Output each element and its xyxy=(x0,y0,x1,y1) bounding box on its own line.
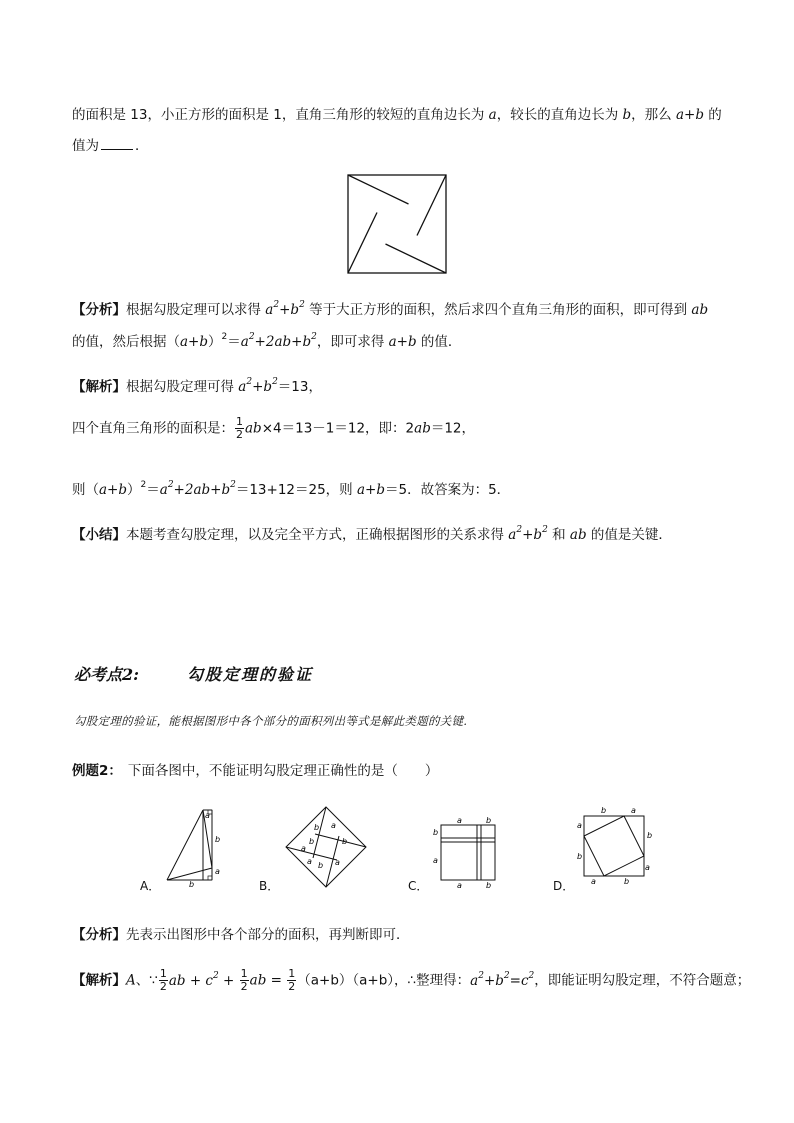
expr-a2-b2: $a^2+b^2$ xyxy=(238,377,278,395)
solution-1-line-2 xyxy=(72,416,475,441)
expr-expansion: $a^2+2ab+b^2$ xyxy=(159,480,236,498)
question-text: 下面各图中，不能证明勾股定理正确性的是（ ） xyxy=(127,763,439,779)
text: ． xyxy=(135,138,149,154)
svg-text:b: b xyxy=(647,831,653,840)
example-2-question xyxy=(72,759,438,779)
option-b-label: B． xyxy=(259,879,280,893)
text: 的值，然后根据（ xyxy=(72,334,180,350)
var-a: a xyxy=(488,107,497,123)
option-d-label: D． xyxy=(553,879,575,893)
text: ，那么 xyxy=(631,107,676,123)
analysis-tag: 【分析】 xyxy=(72,302,126,318)
svg-text:a: a xyxy=(591,877,596,886)
section-2-title: 勾股定理的验证 xyxy=(187,665,314,684)
text: ，较长的直角边长为 xyxy=(496,107,623,123)
expr-ab: ab xyxy=(245,420,262,437)
denominator: 2 xyxy=(159,980,167,993)
svg-text:a: a xyxy=(215,867,220,876)
text: ＝13， xyxy=(277,379,322,395)
solution-1-line-1 xyxy=(72,375,322,395)
svg-text:b: b xyxy=(624,877,630,886)
svg-text:b: b xyxy=(577,852,583,861)
svg-text:a: a xyxy=(301,844,306,853)
text: 的 xyxy=(703,107,722,123)
answer-blank xyxy=(101,137,133,150)
fraction-half xyxy=(159,968,168,993)
solution-1-line-3: 则$(a+b)^2=a^2+2ab+b^2=13+12=25$，则 a+b＝5．故答案为：5． xyxy=(72,480,511,498)
svg-text:b: b xyxy=(215,835,221,844)
expr-ab: ab xyxy=(691,302,709,318)
text: 根据勾股定理可以求得 xyxy=(126,302,266,318)
text: 本题考查勾股定理，以及完全平方式，正确根据图形的关系求得 xyxy=(126,527,509,543)
fraction-half xyxy=(240,968,249,993)
text: ＝ xyxy=(227,334,241,350)
text: ＝5．故答案为：5． xyxy=(384,482,511,498)
summary-1 xyxy=(72,523,672,543)
svg-text:a: a xyxy=(631,806,636,815)
analysis-1-line-2: 的值，然后根据$(a+b)^2=a^2+2ab+b^2$，即可求得 a+b 的值． xyxy=(72,332,462,350)
text: ） xyxy=(127,482,141,498)
example-tag: 例题2： xyxy=(72,763,122,779)
fraction-half xyxy=(287,968,296,993)
svg-text:b: b xyxy=(309,837,315,846)
analysis-1-line-1 xyxy=(72,298,708,318)
svg-text:b: b xyxy=(433,828,439,837)
svg-text:a: a xyxy=(331,821,336,830)
svg-text:b: b xyxy=(486,881,492,890)
expr-a-plus-b: a+b xyxy=(356,482,385,498)
svg-text:b: b xyxy=(318,861,324,870)
figure-a-trapezoid xyxy=(165,808,227,888)
numerator: 1 xyxy=(236,415,243,428)
numerator: 1 xyxy=(288,967,296,980)
expr-ab: ab = xyxy=(249,972,287,989)
text: 根据勾股定理可得 xyxy=(126,379,239,395)
text: ） xyxy=(208,334,222,350)
var-b: b xyxy=(622,107,632,123)
svg-text:b: b xyxy=(486,816,492,825)
analysis-2 xyxy=(72,923,410,943)
svg-text:a: a xyxy=(577,821,582,830)
figure-b-diamond xyxy=(285,806,367,888)
solution-2-line xyxy=(72,968,750,993)
pinwheel-square-figure xyxy=(347,174,447,274)
text: 的值是关键． xyxy=(586,527,672,543)
expr-ab: ab xyxy=(569,527,587,543)
expr-a2-b2: $a^2+b^2$ xyxy=(265,300,305,318)
text: 等于大正方形的面积，然后求四个直角三角形的面积，即可得到 xyxy=(304,302,692,318)
expr-ab: ab xyxy=(414,420,431,437)
text: 则（ xyxy=(72,482,99,498)
expr-ab-plus-c2: ab + $c^2$ + xyxy=(168,970,239,989)
section-2-note: 勾股定理的验证，能根据图形中各个部分的面积列出等式是解此类题的关键. xyxy=(74,714,468,728)
option-c-label: C． xyxy=(408,879,429,893)
svg-text:b: b xyxy=(342,837,348,846)
text: ，即可求得 xyxy=(316,334,389,350)
problem-line-2 xyxy=(72,134,149,154)
text: 四个直角三角形的面积是： xyxy=(72,420,234,437)
figure-d-inscribed-square xyxy=(574,806,653,886)
option-a-label: A． xyxy=(140,879,161,893)
text: 和 xyxy=(547,527,570,543)
svg-text:a: a xyxy=(307,857,312,866)
problem-line-1 xyxy=(72,103,722,123)
svg-text:a: a xyxy=(457,881,462,890)
svg-text:b: b xyxy=(601,806,607,815)
text: ×4＝13－1＝12，即：2 xyxy=(261,420,415,437)
expr-a2-b2: $a^2+b^2$ xyxy=(508,525,548,543)
solution-tag: 【解析】 xyxy=(72,379,126,395)
text: 值为 xyxy=(72,138,99,154)
text: ＝12， xyxy=(430,420,476,437)
text: ，即能证明勾股定理，不符合题意； xyxy=(534,972,751,989)
text: 、∵ xyxy=(135,972,158,989)
text: 先表示出图形中各个部分的面积，再判断即可． xyxy=(126,927,410,943)
text: 的面积是 13，小正方形的面积是 1，直角三角形的较短的直角边长为 xyxy=(72,107,489,123)
expr-a-plus-b: a+b xyxy=(180,334,209,350)
text: 的值． xyxy=(416,334,462,350)
option-ref-a: A xyxy=(126,972,136,989)
expr-expansion: $a^2+2ab+b^2$ xyxy=(240,332,317,350)
svg-text:a: a xyxy=(335,858,340,867)
svg-text:a: a xyxy=(645,863,650,872)
section-2-label: 必考点2: xyxy=(74,665,140,684)
denominator: 2 xyxy=(288,980,296,993)
fraction-half xyxy=(235,416,244,441)
denominator: 2 xyxy=(236,428,243,441)
svg-text:b: b xyxy=(314,823,320,832)
svg-text:a: a xyxy=(433,856,438,865)
text: ＝13+12＝25，则 xyxy=(235,482,357,498)
solution-tag: 【解析】 xyxy=(72,972,126,989)
expr-a-plus-b: a+b xyxy=(99,482,128,498)
text: （a+b）（a+b），∴整理得： xyxy=(297,972,471,989)
svg-text:a: a xyxy=(457,816,462,825)
expr-a-plus-b: a+b xyxy=(388,334,417,350)
numerator: 1 xyxy=(240,967,248,980)
analysis-tag: 【分析】 xyxy=(72,927,126,943)
expr-a-plus-b: a+b xyxy=(675,107,704,123)
numerator: 1 xyxy=(159,967,167,980)
figure-c-square-grid xyxy=(429,815,501,889)
text: ＝ xyxy=(146,482,160,498)
summary-tag: 【小结】 xyxy=(72,527,126,543)
expr-pythagorean: $a^2+b^2=c^2$ xyxy=(470,970,535,989)
denominator: 2 xyxy=(240,980,248,993)
svg-text:b: b xyxy=(189,880,195,889)
svg-text:a: a xyxy=(205,811,210,820)
